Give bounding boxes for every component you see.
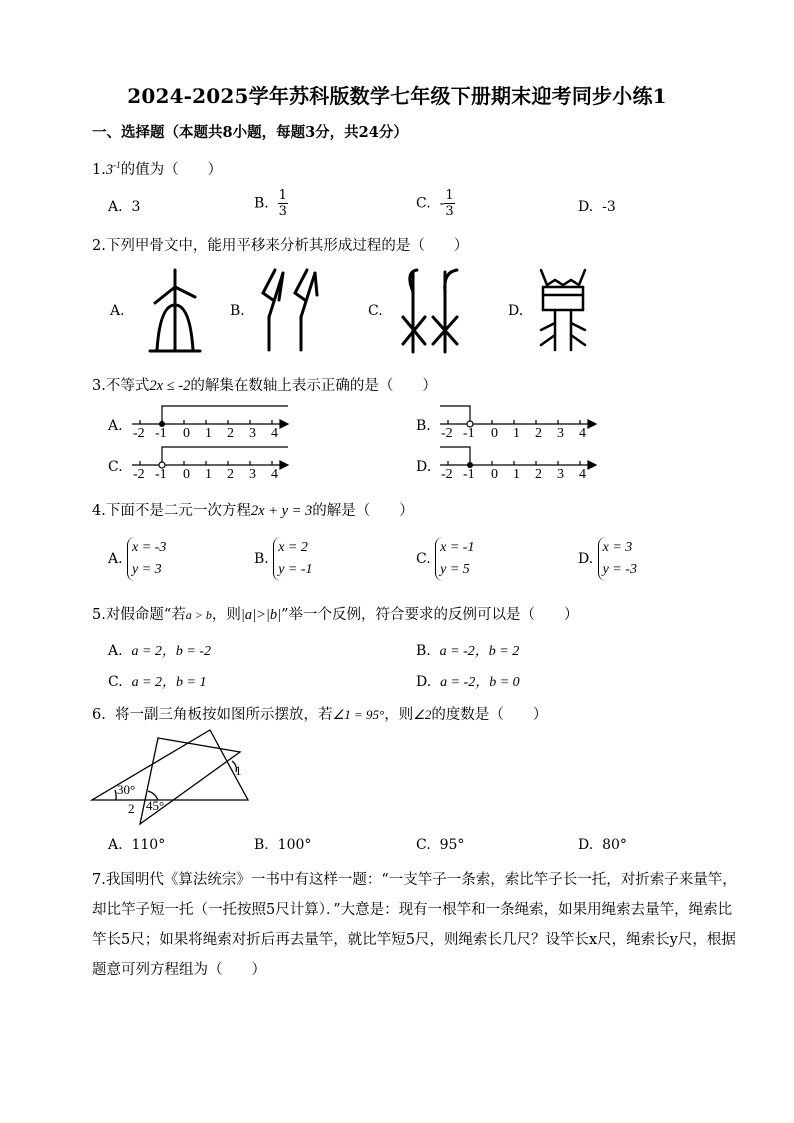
- q5-option-a: A. a = 2，b = -2: [108, 643, 212, 659]
- angle-label-30: 30°: [117, 782, 136, 797]
- q1-option-a: A. 3: [108, 199, 141, 215]
- q2-option-b-label: B.: [230, 303, 245, 319]
- question-5: 5.对假命题“若a > b，则|a|>|b|”举一个反例，符合要求的反例可以是（ ）: [92, 607, 579, 623]
- q3-inequality: 2x ≤ -2: [149, 378, 191, 394]
- angle-label-2: 2: [128, 801, 135, 816]
- q3-option-a-label: A.: [108, 418, 123, 434]
- triangle-figure: [88, 728, 253, 828]
- q1-option-b: B. $\frac{1}{3}$: [254, 188, 287, 219]
- q5-option-b: B. a = -2，b = 2: [416, 643, 520, 659]
- q6-option-b: B. 100°: [254, 837, 312, 853]
- q5-option-d: D. a = -2，b = 0: [416, 674, 520, 690]
- q4-equation: 2x + y = 3: [250, 503, 313, 519]
- q2-option-d-label: D.: [508, 303, 524, 319]
- q3-option-d-label: D.: [416, 459, 432, 475]
- question-7: 7.我国明代《算法统宗》一书中有这样一题：“一支竿子一条索，索比竿子长一托，对折索子来量竿，却比竿子短一托（一托按照5尺计算）．”大意是：现有一根竿和一条绳索，如果用绳索去量竿，绳索比竿长5尺；如果将绳索对折后再去量竿，就比竿短5尺，则绳索长几尺？设竿长x尺，绳索长y尺，根据题意可列方程组为（ ）: [92, 872, 737, 978]
- q1-text: 的值为（ ）: [120, 162, 223, 178]
- angle-label-45: 45°: [146, 798, 165, 813]
- question-6: 6. 将一副三角板按如图所示摆放，若∠1 = 95°，则∠2的度数是（ ）: [92, 707, 548, 723]
- q1-option-d: D. -3: [578, 199, 616, 215]
- q2-option-a-label: A.: [110, 303, 125, 319]
- q2-option-c-label: C.: [368, 303, 383, 319]
- q3-option-c-label: C.: [108, 459, 123, 475]
- q1-expression: $3^{-1}$: [105, 160, 121, 178]
- question-1: [92, 158, 222, 179]
- q6-option-d: D. 80°: [578, 837, 627, 853]
- oracle-glyph-c: [395, 262, 470, 357]
- question-2: 2.下列甲骨文中，能用平移来分析其形成过程的是（ ）: [92, 238, 469, 254]
- q4-option-a: A. x = -3 y = 3: [108, 537, 166, 581]
- q4-option-b: B. x = 2 y = -1: [254, 537, 313, 581]
- question-4: 4.下面不是二元一次方程2x + y = 3的解是（ ）: [92, 503, 414, 519]
- q4-option-d: D. x = 3 y = -3: [578, 537, 637, 581]
- q3-option-b-label: B.: [416, 418, 431, 434]
- q1-option-c: C. - $\frac{1}{3}$: [416, 188, 454, 219]
- question-3: 3.不等式2x ≤ -2的解集在数轴上表示正确的是（ ）: [92, 378, 437, 394]
- angle-label-1: 1: [235, 763, 242, 778]
- oracle-glyph-d: [533, 265, 593, 355]
- q6-option-a: A. 110°: [108, 837, 166, 853]
- q5-option-c: C. a = 2，b = 1: [108, 674, 207, 690]
- q6-option-c: C. 95°: [416, 837, 465, 853]
- section-heading: 一、选择题（本题共8小题，每题3分，共24分）: [92, 124, 408, 141]
- q4-option-c: C. x = -1 y = 5: [416, 537, 474, 581]
- page-title: 2024-2025学年苏科版数学七年级下册期末迎考同步小练1: [127, 84, 667, 108]
- oracle-glyph-b: [255, 265, 330, 355]
- oracle-glyph-a: [140, 265, 210, 355]
- q1-number: 1.: [92, 162, 106, 178]
